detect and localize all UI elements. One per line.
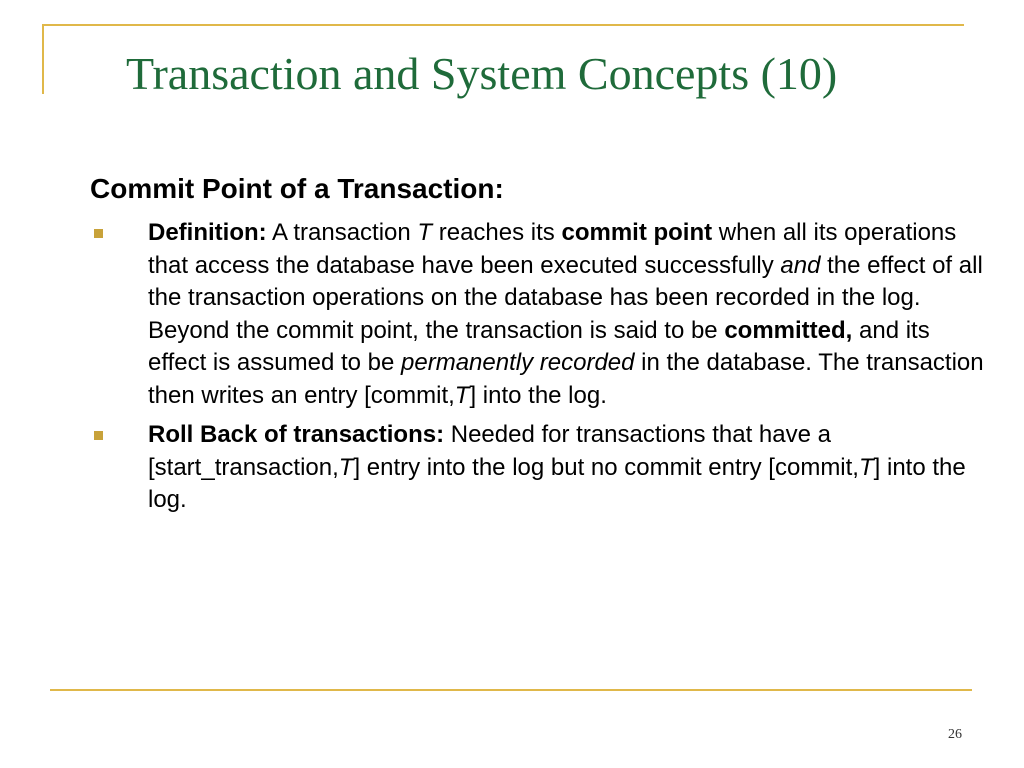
italic-t: T [858,453,874,481]
slide-title: Transaction and System Concepts (10) [126,48,838,99]
rollback-label: Roll Back of transactions: [148,421,445,448]
italic-t: T [417,219,433,246]
text-fragment: when all its operations that access the database have been executed successfully [148,219,957,279]
square-bullet-icon [94,229,103,238]
bullet-text-rollback [148,419,990,517]
text-fragment: the effect of all the transaction operations on the database has been recorded in the log. Beyond the commit point, the transaction is said to be [148,251,983,344]
text-fragment: ] into the log. [148,453,966,513]
commit-point-term: commit point [561,219,713,246]
square-bullet-icon [94,431,103,440]
bullet-list [90,217,990,517]
frame-left-line [42,24,44,94]
bullet-text-definition [148,217,990,412]
text-fragment: ] into the log. [469,381,607,409]
text-fragment: Needed for transactions that have a [start_transaction, [148,421,831,481]
text-fragment: and its effect is assumed to be [148,316,930,376]
italic-t: T [454,381,470,409]
text-fragment: reaches its [432,219,562,246]
section-heading: Commit Point of a Transaction: [90,173,504,204]
text-fragment: in the database. The transaction then writes an entry [commit, [148,349,984,409]
italic-t: T [338,453,354,481]
definition-label: Definition: [148,219,267,246]
bullet-item-rollback [90,419,990,517]
slide-content [90,170,990,524]
text-fragment: A transaction [266,219,418,246]
permanently-recorded-term: permanently recorded [401,349,635,376]
committed-term: committed, [724,316,853,344]
footer-line [50,689,972,691]
italic-and: and [780,251,821,279]
frame-top-line [42,24,964,26]
text-fragment: ] entry into the log but no commit entry [commit, [353,453,859,481]
page-number: 26 [948,727,962,742]
bullet-item-definition [90,217,990,412]
